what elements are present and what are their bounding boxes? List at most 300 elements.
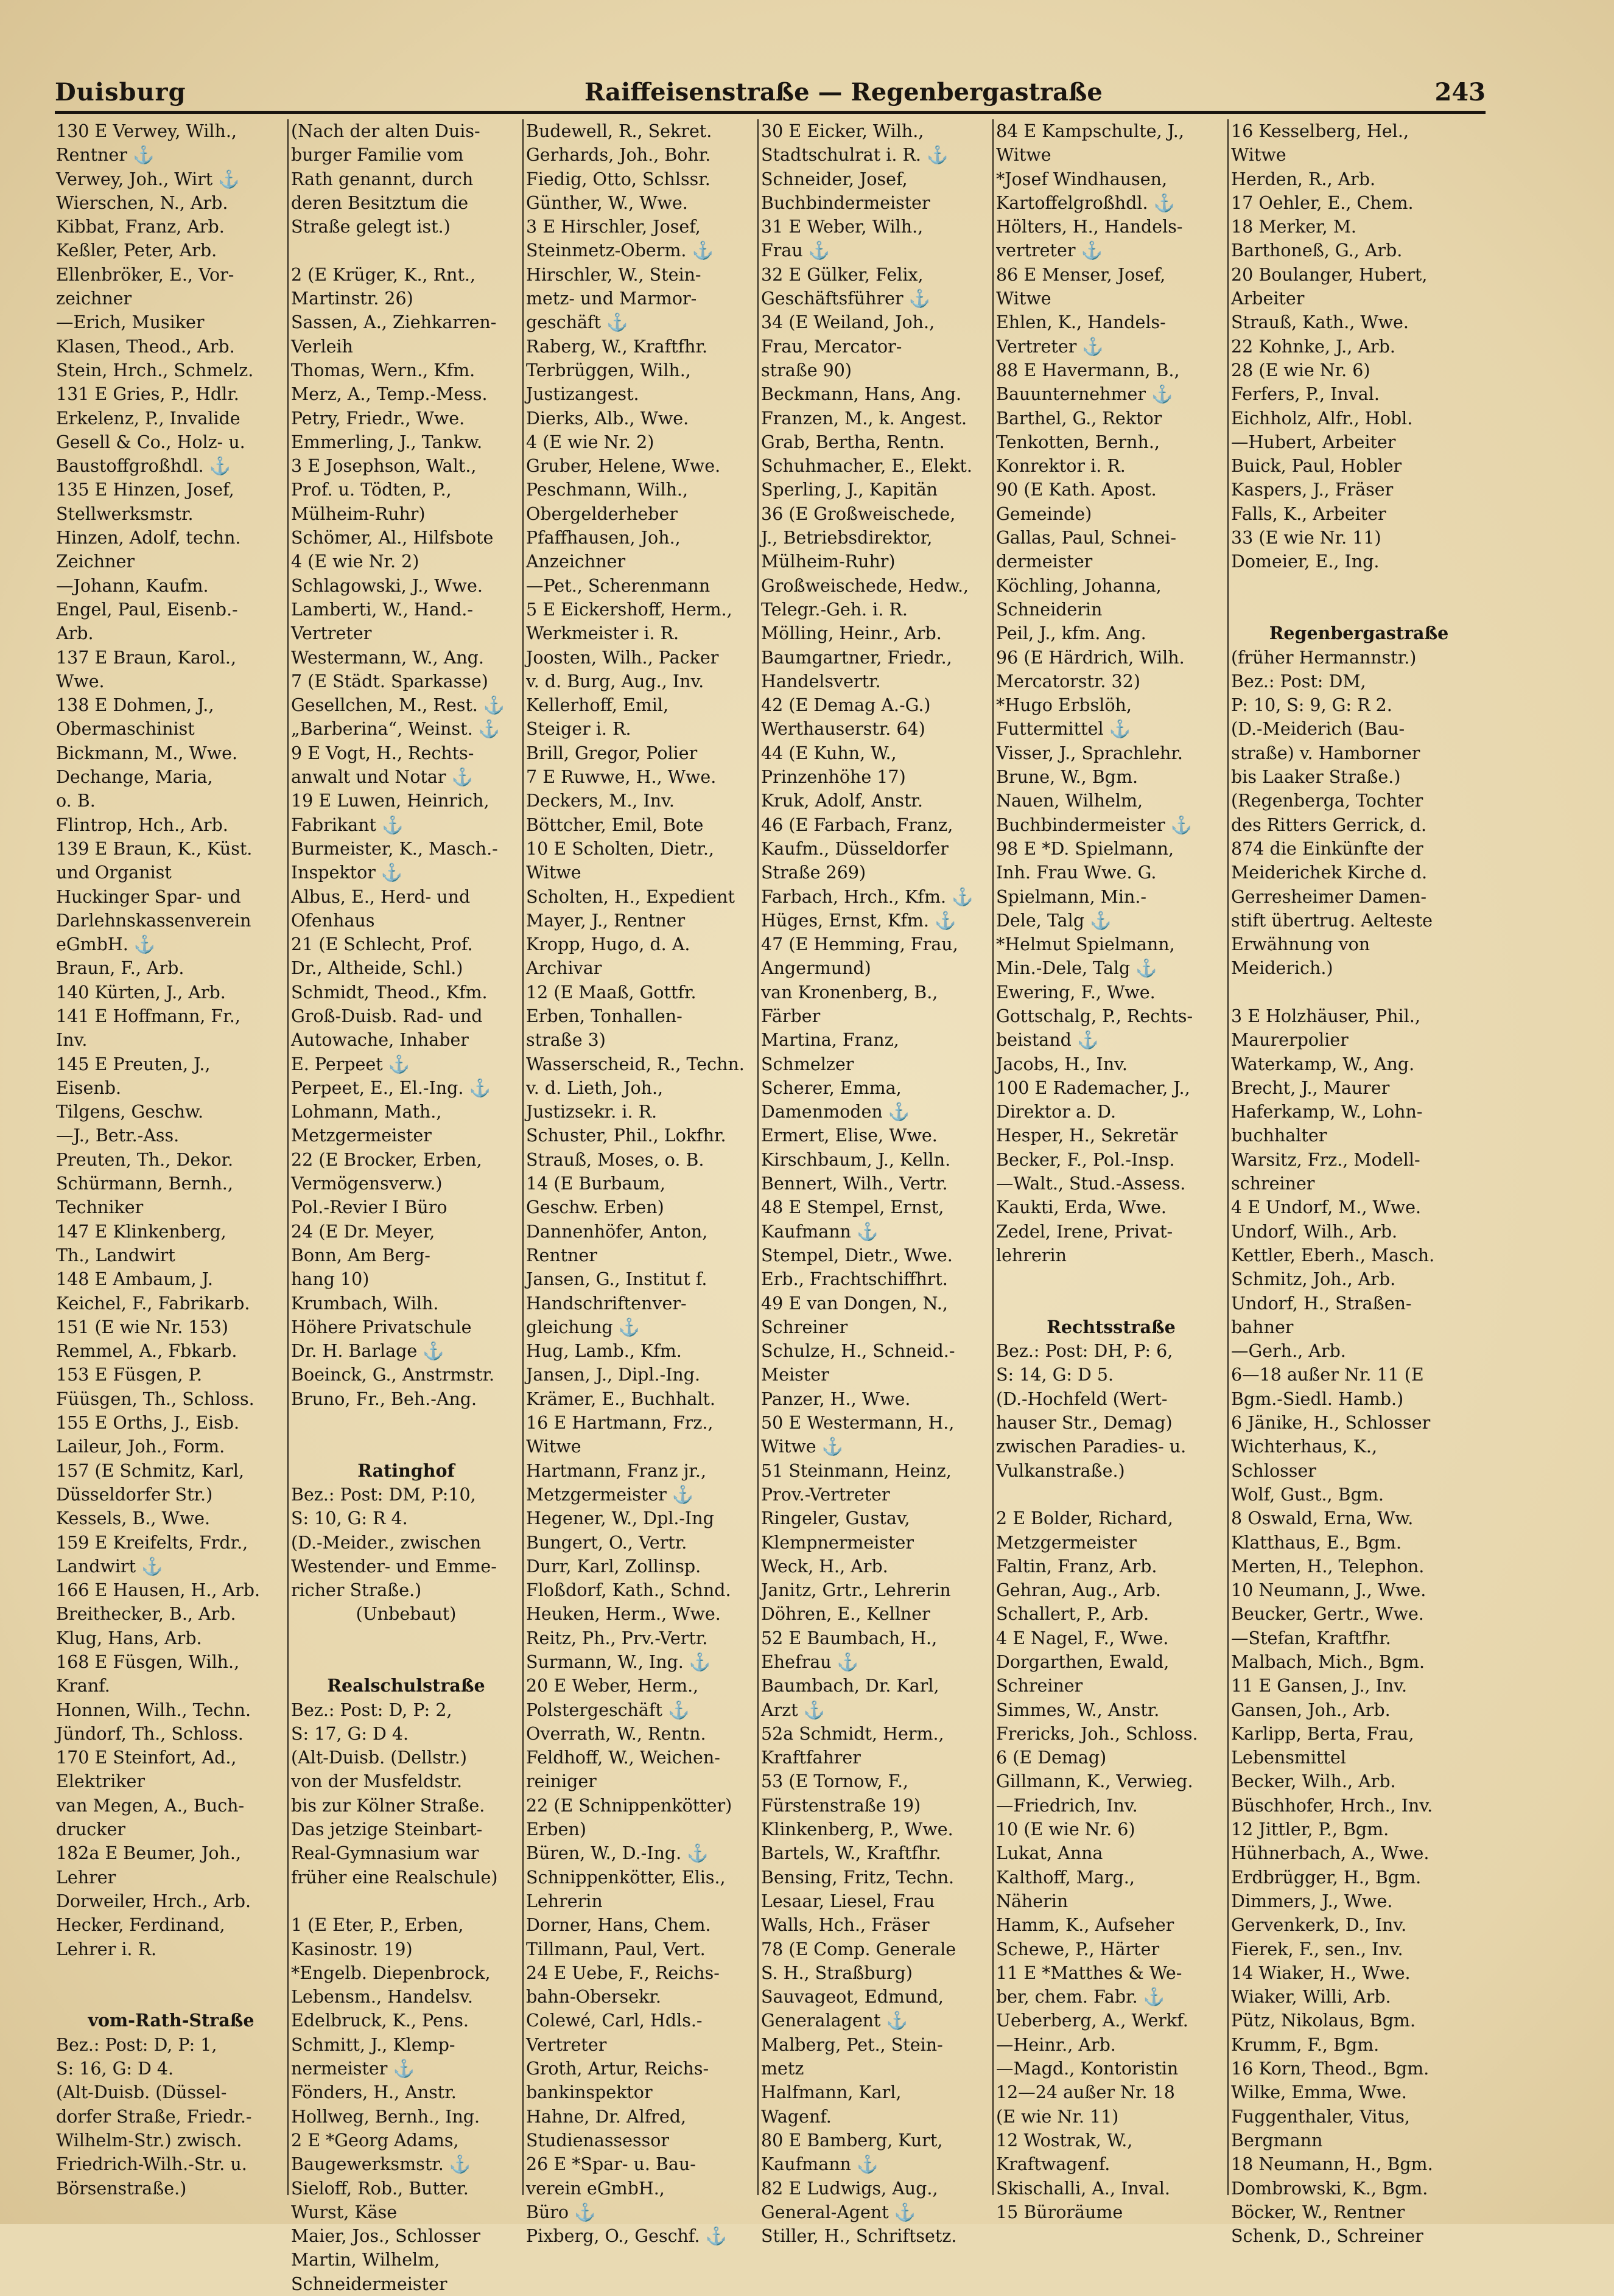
- directory-line: 138 E Dohmen, J.,: [56, 695, 214, 716]
- directory-line: Bungert, O., Vertr.: [526, 1532, 687, 1553]
- directory-line: stift übertrug. Aelteste: [1231, 910, 1433, 931]
- directory-line: Schürmann, Bernh.,: [56, 1174, 233, 1194]
- directory-line: Studienassessor: [526, 2130, 670, 2151]
- directory-line: Frericks, Joh., Schloss.: [996, 1723, 1198, 1744]
- directory-line: 10 Neumann, J., Wwe.: [1231, 1580, 1426, 1601]
- directory-line: Steinmetz-Oberm. ⚓: [526, 240, 714, 261]
- directory-line: Ermert, Elise, Wwe.: [761, 1125, 938, 1146]
- directory-line: Elektriker: [56, 1771, 146, 1792]
- directory-line: Peil, J., kfm. Ang.: [996, 623, 1146, 644]
- directory-line: Hölters, H., Handels-: [996, 217, 1183, 237]
- directory-line: [996, 1267, 1226, 1291]
- directory-line: 22 Kohnke, J., Arb.: [1231, 336, 1395, 357]
- directory-line: 21 (E Schlecht, Prof.: [291, 934, 473, 955]
- directory-line: Beucker, Gertr., Wwe.: [1231, 1604, 1424, 1625]
- directory-line: Schewe, P., Härter: [996, 1939, 1160, 1959]
- directory-line: *Josef Windhausen,: [996, 169, 1168, 189]
- directory-line: Darlehnskassenverein: [56, 910, 251, 931]
- directory-line: S. H., Straßburg): [761, 1962, 913, 1983]
- directory-line: Köchling, Johanna,: [996, 575, 1162, 596]
- directory-line: Meister: [761, 1365, 829, 1385]
- directory-line: Fuggenthaler, Vitus,: [1231, 2106, 1410, 2127]
- directory-line: (Alt-Duisb. (Düssel-: [56, 2082, 227, 2103]
- directory-line: Bez.: Post: D, P: 1,: [56, 2034, 217, 2055]
- directory-line: Witwe: [996, 145, 1051, 166]
- directory-line: Laileur, Joh., Form.: [56, 1437, 225, 1457]
- directory-line: 16 Korn, Theod., Bgm.: [1231, 2059, 1430, 2079]
- directory-line: Witwe: [526, 1437, 581, 1457]
- directory-line: 155 E Orths, J., Eisb.: [56, 1413, 240, 1433]
- directory-line: v. d. Burg, Aug., Inv.: [526, 671, 704, 691]
- directory-line: Thomas, Wern., Kfm.: [291, 360, 475, 380]
- directory-line: Groth, Artur, Reichs-: [526, 2059, 709, 2079]
- directory-line: Scholten, H., Expedient: [526, 886, 735, 907]
- directory-line: 28 (E wie Nr. 6): [1231, 360, 1370, 380]
- directory-line: Hüges, Ernst, Kfm. ⚓: [761, 910, 956, 931]
- directory-line: Westender- und Emme-: [291, 1556, 497, 1577]
- directory-line: (D.-Meider., zwischen: [291, 1532, 482, 1553]
- directory-line: Näherin: [996, 1891, 1068, 1911]
- directory-line: bankinspektor: [526, 2082, 653, 2103]
- directory-line: Becker, Wilh., Arb.: [1231, 1771, 1396, 1792]
- directory-line: 145 E Preuten, J.,: [56, 1054, 211, 1074]
- directory-line: S: 14, G: D 5.: [996, 1365, 1114, 1385]
- directory-line: 33 (E wie Nr. 11): [1231, 528, 1381, 548]
- directory-line: Mercatorstr. 32): [996, 671, 1140, 691]
- directory-line: vertreter ⚓: [996, 240, 1103, 261]
- directory-line: Hecker, Ferdinand,: [56, 1915, 225, 1936]
- directory-line: Prinzenhöhe 17): [761, 767, 906, 788]
- directory-line: Gansen, Joh., Arb.: [1231, 1699, 1391, 1720]
- directory-line: Budewell, R., Sekret.: [526, 121, 712, 141]
- directory-line: 12 Jittler, P., Bgm.: [1231, 1819, 1389, 1840]
- directory-line: Verwey, Joh., Wirt ⚓: [56, 169, 240, 189]
- directory-line: Konrektor i. R.: [996, 456, 1126, 477]
- directory-line: Undorf, Wilh., Arb.: [1231, 1221, 1398, 1242]
- directory-line: 10 E Scholten, Dietr.,: [526, 838, 714, 859]
- directory-line: Stellwerksmstr.: [56, 503, 194, 524]
- directory-line: Großweischede, Hedw.,: [761, 575, 969, 596]
- directory-line: 50 E Westermann, H.,: [761, 1413, 955, 1433]
- directory-line: van Kronenberg, B.,: [761, 982, 938, 1003]
- directory-line: Prof. u. Tödten, P.,: [291, 480, 452, 500]
- directory-line: J., Betriebsdirektor,: [761, 528, 933, 548]
- directory-line: reiniger: [526, 1771, 597, 1792]
- directory-line: Mülheim-Ruhr): [291, 503, 426, 524]
- directory-line: Mölling, Heinr., Arb.: [761, 623, 942, 644]
- directory-line: Justizsekr. i. R.: [526, 1102, 658, 1122]
- column-5: [996, 119, 1226, 2222]
- directory-line: Skischalli, A., Inval.: [996, 2178, 1170, 2199]
- directory-line: Gerhards, Joh., Bohr.: [526, 145, 711, 166]
- directory-line: [291, 1650, 521, 1674]
- directory-line: Pol.-Revier I Büro: [291, 1197, 447, 1218]
- directory-line: Dele, Talg ⚓: [996, 910, 1112, 931]
- directory-line: Vertreter: [526, 2034, 607, 2055]
- directory-line: Wilhelm-Str.) zwisch.: [56, 2130, 242, 2151]
- directory-line: Kruk, Adolf, Anstr.: [761, 791, 923, 811]
- directory-line: Erben, Tonhallen-: [526, 1006, 682, 1026]
- directory-line: 3 E Josephson, Walt.,: [291, 456, 477, 477]
- directory-line: Börsenstraße.): [56, 2178, 187, 2199]
- directory-line: 19 E Luwen, Heinrich,: [291, 791, 489, 811]
- directory-line: 139 E Braun, K., Küst.: [56, 838, 253, 859]
- directory-line: Remmel, A., Fbkarb.: [56, 1341, 237, 1362]
- column-divider: [992, 119, 994, 2195]
- directory-line: Min.-Dele, Talg ⚓: [996, 958, 1157, 979]
- directory-line: 20 E Weber, Herm.,: [526, 1676, 699, 1696]
- directory-line: [291, 1889, 521, 1913]
- directory-line: Vermögensverw.): [291, 1174, 443, 1194]
- directory-line: 147 E Klinkenberg,: [56, 1221, 226, 1242]
- directory-line: Telegr.-Geh. i. R.: [761, 599, 908, 620]
- directory-line: Pfaffhausen, Joh.,: [526, 528, 681, 548]
- directory-line: Klempnermeister: [761, 1532, 914, 1553]
- directory-line: Höhere Privatschule: [291, 1317, 472, 1337]
- directory-line: Kellerhoff, Emil,: [526, 695, 669, 716]
- directory-line: 14 Wiaker, H., Wwe.: [1231, 1962, 1411, 1983]
- directory-line: Schreiner: [761, 1317, 848, 1337]
- directory-line: Boeinck, G., Anstrmstr.: [291, 1365, 495, 1385]
- directory-line: Feldhoff, W., Weichen-: [526, 1748, 720, 1768]
- directory-line: Hirschler, W., Stein-: [526, 264, 701, 285]
- directory-line: Haferkamp, W., Lohn-: [1231, 1102, 1423, 1122]
- directory-line: 4 E Undorf, M., Wwe.: [1231, 1197, 1422, 1218]
- directory-line: [1231, 981, 1487, 1004]
- directory-line: Vertreter ⚓: [996, 336, 1104, 357]
- directory-line: Handelsvertr.: [761, 671, 881, 691]
- directory-line: Frau, Mercator-: [761, 336, 902, 357]
- directory-line: Angermund): [761, 958, 871, 979]
- directory-line: Kaspers, J., Fräser: [1231, 480, 1394, 500]
- directory-line: Sauvageot, Edmund,: [761, 1987, 944, 2007]
- directory-line: 98 E *D. Spielmann,: [996, 838, 1174, 859]
- directory-line: 100 E Rademacher, J.,: [996, 1077, 1190, 1098]
- directory-line: Stadtschulrat i. R. ⚓: [761, 145, 949, 166]
- directory-line: Barthel, G., Rektor: [996, 408, 1162, 429]
- directory-line: Gehran, Aug., Arb.: [996, 1580, 1161, 1601]
- directory-line: früher eine Realschule): [291, 1867, 498, 1888]
- page-number: 243: [1434, 78, 1486, 107]
- directory-line: 5 E Eickershoff, Herm.,: [526, 599, 732, 620]
- directory-line: Obergelderheber: [526, 503, 678, 524]
- directory-line: Schreiner: [996, 1676, 1083, 1696]
- directory-line: Braun, F., Arb.: [56, 958, 184, 979]
- directory-line: Strauß, Kath., Wwe.: [1231, 312, 1409, 333]
- directory-line: 18 Merker, M.: [1231, 217, 1356, 237]
- directory-line: Bensing, Fritz, Techn.: [761, 1867, 955, 1888]
- directory-line: straße) v. Hamborner: [1231, 743, 1420, 763]
- directory-line: 6 Jänike, H., Schlosser: [1231, 1413, 1431, 1433]
- directory-line: Böcker, W., Rentner: [1231, 2202, 1405, 2222]
- directory-line: Schneider, Josef,: [761, 169, 908, 189]
- column-3: [526, 119, 756, 2247]
- directory-line: 2 E Bolder, Richard,: [996, 1508, 1173, 1529]
- directory-line: anwalt und Notar ⚓: [291, 767, 474, 788]
- directory-line: 86 E Menser, Josef,: [996, 264, 1166, 285]
- directory-line: Ueberberg, A., Werkf.: [996, 2011, 1188, 2031]
- directory-line: Wolf, Gust., Bgm.: [1231, 1484, 1384, 1505]
- directory-line: Jansen, J., Dipl.-Ing.: [526, 1365, 701, 1385]
- directory-line: Groß-Duisb. Rad- und: [291, 1006, 483, 1026]
- directory-line: [996, 1292, 1226, 1315]
- directory-line: Sieloff, Rob., Butter.: [291, 2178, 469, 2199]
- directory-line: Lamberti, W., Hand.-: [291, 599, 473, 620]
- directory-line: Brecht, J., Maurer: [1231, 1077, 1390, 1098]
- directory-line: Jacobs, H., Inv.: [996, 1054, 1128, 1074]
- directory-line: (D.-Hochfeld (Wert-: [996, 1388, 1168, 1409]
- directory-line: 14 (E Burbaum,: [526, 1174, 665, 1194]
- directory-line: bahn-Obersekr.: [526, 1987, 661, 2007]
- directory-line: Schuster, Phil., Lokfhr.: [526, 1125, 726, 1146]
- directory-line: Albus, E., Herd- und: [291, 886, 471, 907]
- directory-line: Buchbindermeister: [761, 192, 930, 213]
- directory-line: Joosten, Wilh., Packer: [526, 647, 719, 668]
- directory-line: Gerresheimer Damen-: [1231, 886, 1427, 907]
- directory-line: 148 E Ambaum, J.: [56, 1269, 213, 1290]
- directory-line: Hesper, H., Sekretär: [996, 1125, 1178, 1146]
- directory-line: Baugewerksmstr. ⚓: [291, 2154, 471, 2175]
- directory-line: Ehefrau ⚓: [761, 1652, 859, 1672]
- directory-line: Kartoffelgroßhdl. ⚓: [996, 192, 1176, 213]
- directory-line: beistand ⚓: [996, 1030, 1099, 1051]
- directory-line: 3 E Holzhäuser, Phil.,: [1231, 1006, 1420, 1026]
- directory-line: 48 E Stempel, Ernst,: [761, 1197, 944, 1218]
- directory-line: Fabrikant ⚓: [291, 814, 404, 835]
- directory-line: 52a Schmidt, Herm.,: [761, 1723, 944, 1744]
- directory-line: Wichterhaus, K.,: [1231, 1437, 1378, 1457]
- directory-line: Wurst, Käse: [291, 2202, 398, 2222]
- header-city: Duisburg: [55, 78, 186, 107]
- column-divider: [522, 119, 524, 2195]
- directory-line: Justizangest.: [526, 384, 639, 405]
- directory-line: Baustoffgroßhdl. ⚓: [56, 456, 231, 477]
- directory-line: zwischen Paradies- u.: [996, 1437, 1187, 1457]
- directory-line: Kranf.: [56, 1676, 110, 1696]
- directory-line: 1 (E Eter, P., Erben,: [291, 1915, 464, 1936]
- directory-line: deren Besitztum die: [291, 192, 469, 213]
- directory-line: Schlagowski, J., Wwe.: [291, 575, 483, 596]
- directory-line: Krumm, F., Bgm.: [1231, 2034, 1380, 2055]
- directory-line: Bonn, Am Berg-: [291, 1245, 430, 1265]
- directory-line: Kettler, Eberh., Masch.: [1231, 1245, 1435, 1265]
- directory-line: Meiderichek Kirche d.: [1231, 863, 1428, 883]
- directory-line: Krämer, E., Buchhalt.: [526, 1388, 715, 1409]
- directory-line: Halfmann, Karl,: [761, 2082, 902, 2103]
- directory-line: 130 E Verwey, Wilh.,: [56, 121, 237, 141]
- directory-line: Dorgarthen, Ewald,: [996, 1652, 1170, 1672]
- directory-line: bis Laaker Straße.): [1231, 767, 1401, 788]
- directory-line: Terbrüggen, Wilh.,: [526, 360, 691, 380]
- directory-line: bahner: [1231, 1317, 1294, 1337]
- directory-line: [291, 239, 521, 262]
- directory-line: Klasen, Theod., Arb.: [56, 336, 235, 357]
- directory-line: *Engelb. Diepenbrock,: [291, 1962, 491, 1983]
- directory-line: Schneiderin: [996, 599, 1103, 620]
- directory-line: Schmelzer: [761, 1054, 854, 1074]
- directory-line: Merz, A., Temp.-Mess.: [291, 384, 488, 405]
- directory-line: Generalagent ⚓: [761, 2011, 908, 2031]
- directory-line: Hahne, Dr. Alfred,: [526, 2106, 687, 2127]
- directory-line: Erb., Frachtschiffhrt.: [761, 1269, 948, 1290]
- directory-line: (früher Hermannstr.): [1231, 647, 1417, 668]
- page-header: [55, 78, 1486, 114]
- directory-line: Hinzen, Adolf, techn.: [56, 528, 241, 548]
- directory-line: Ewering, F., Wwe.: [996, 982, 1156, 1003]
- directory-line: —J., Betr.-Ass.: [56, 1125, 180, 1146]
- directory-line: Engel, Paul, Eisenb.-: [56, 599, 238, 620]
- directory-line: Erben): [526, 1819, 587, 1840]
- directory-line: Dierks, Alb., Wwe.: [526, 408, 689, 429]
- directory-line: metz- und Marmor-: [526, 289, 697, 309]
- directory-line: 874 die Einkünfte der: [1231, 838, 1423, 859]
- directory-line: —Johann, Kaufm.: [56, 575, 209, 596]
- directory-line: Wierschen, N., Arb.: [56, 192, 228, 213]
- directory-line: Lehrer i. R.: [56, 1939, 157, 1959]
- directory-line: Malbach, Mich., Bgm.: [1231, 1652, 1425, 1672]
- directory-line: Direktor a. D.: [996, 1102, 1117, 1122]
- directory-line: Baumbach, Dr. Karl,: [761, 1676, 939, 1696]
- directory-line: 131 E Gries, P., Hdlr.: [56, 384, 239, 405]
- directory-line: 15 Büroräume: [996, 2202, 1123, 2222]
- directory-line: 22 (E Schnippenkötter): [526, 1795, 732, 1816]
- directory-line: (D.-Meiderich (Bau-: [1231, 719, 1405, 740]
- directory-line: und Organist: [56, 863, 172, 883]
- directory-line: Autowache, Inhaber: [291, 1030, 469, 1051]
- directory-line: Obermaschinist: [56, 719, 195, 740]
- directory-line: Maier, Jos., Schlosser: [291, 2226, 481, 2247]
- directory-line: Brill, Gregor, Polier: [526, 743, 698, 763]
- directory-line: 32 E Gülker, Felix,: [761, 264, 924, 285]
- directory-line: Petry, Friedr., Wwe.: [291, 408, 465, 429]
- directory-line: 42 (E Demag A.-G.): [761, 695, 931, 716]
- directory-line: —Heinr., Arb.: [996, 2034, 1116, 2055]
- directory-line: Techniker: [56, 1197, 144, 1218]
- directory-line: 10 (E wie Nr. 6): [996, 1819, 1135, 1840]
- directory-line: Keichel, F., Fabrikarb.: [56, 1293, 250, 1314]
- directory-line: Das jetzige Steinbart-: [291, 1819, 483, 1840]
- column-2: [291, 119, 521, 2294]
- directory-line: —Erich, Musiker: [56, 312, 205, 333]
- directory-line: 84 E Kampschulte, J.,: [996, 121, 1184, 141]
- directory-line: Schmitz, Joh., Arb.: [1231, 1269, 1396, 1290]
- directory-line: Bgm.-Siedl. Hamb.): [1231, 1388, 1404, 1409]
- directory-line: Sperling, J., Kapitän: [761, 480, 938, 500]
- directory-line: Fierek, F., sen., Inv.: [1231, 1939, 1403, 1959]
- directory-line: Bruno, Fr., Beh.-Ang.: [291, 1388, 477, 1409]
- directory-line: Gesellchen, M., Rest. ⚓: [291, 695, 505, 716]
- directory-line: 166 E Hausen, H., Arb.: [56, 1580, 261, 1601]
- directory-line: 170 E Steinfort, Ad.,: [56, 1748, 237, 1768]
- column-4: [761, 119, 991, 2247]
- directory-line: 8 Oswald, Erna, Ww.: [1231, 1508, 1414, 1529]
- directory-line: Bez.: Post: DM,: [1231, 671, 1366, 691]
- directory-line: Mayer, J., Rentner: [526, 910, 686, 931]
- directory-line: bis zur Kölner Straße.: [291, 1795, 485, 1816]
- directory-line: Klug, Hans, Arb.: [56, 1628, 202, 1648]
- directory-line: Rentner: [526, 1245, 597, 1265]
- directory-line: Arzt ⚓: [761, 1699, 826, 1720]
- directory-line: 12 Wostrak, W.,: [996, 2130, 1133, 2151]
- directory-line: Landwirt ⚓: [56, 1556, 163, 1577]
- directory-line: Vulkanstraße.): [996, 1460, 1125, 1481]
- directory-line: 6 (E Demag): [996, 1748, 1107, 1768]
- street-heading: vom-Rath-Straße: [88, 2010, 254, 2031]
- header-rule: [55, 111, 1486, 114]
- directory-line: Lebensm., Handelsv.: [291, 1987, 473, 2007]
- directory-line: *Helmut Spielmann,: [996, 934, 1175, 955]
- directory-line: Real-Gymnasium war: [291, 1843, 479, 1864]
- directory-line: Stiller, H., Schriftsetz.: [761, 2226, 957, 2247]
- directory-line: —Hubert, Arbeiter: [1231, 432, 1396, 452]
- directory-line: 11 E *Matthes & We-: [996, 1962, 1182, 1983]
- directory-line: Ringeler, Gustav,: [761, 1508, 910, 1529]
- directory-line: Gottschalg, P., Rechts-: [996, 1006, 1193, 1026]
- directory-line: Walls, Hch., Fräser: [761, 1915, 930, 1936]
- column-divider: [757, 119, 759, 2195]
- directory-line: Spielmann, Min.-: [996, 886, 1147, 907]
- directory-line: des Ritters Gerrick, d.: [1231, 814, 1427, 835]
- directory-line: Dorner, Hans, Chem.: [526, 1915, 711, 1936]
- directory-line: Lohmann, Math.,: [291, 1102, 442, 1122]
- directory-line: 90 (E Kath. Apost.: [996, 480, 1157, 500]
- directory-line: geschäft ⚓: [526, 312, 628, 333]
- directory-line: Vertreter: [291, 623, 372, 644]
- street-heading: Realschulstraße: [327, 1675, 485, 1696]
- directory-line: Gruber, Helene, Wwe.: [526, 456, 721, 477]
- directory-line: Fürstenstraße 19): [761, 1795, 921, 1816]
- directory-line: Nauen, Wilhelm,: [996, 791, 1143, 811]
- directory-line: 12—24 außer Nr. 18: [996, 2082, 1175, 2103]
- directory-line: Zedel, Irene, Privat-: [996, 1221, 1173, 1242]
- directory-line: 3 E Hirschler, Josef,: [526, 217, 701, 237]
- directory-line: Kropp, Hugo, d. A.: [526, 934, 690, 955]
- directory-line: Steiger i. R.: [526, 719, 631, 740]
- directory-line: Baumgartner, Friedr.,: [761, 647, 952, 668]
- directory-line: 51 Steinmann, Heinz,: [761, 1460, 952, 1481]
- directory-line: Simmes, W., Anstr.: [996, 1699, 1160, 1720]
- directory-line: (Unbebaut): [356, 1604, 457, 1625]
- directory-line: 47 (E Hemming, Frau,: [761, 934, 958, 955]
- directory-line: —Pet., Scherenmann: [526, 575, 711, 596]
- directory-line: 135 E Hinzen, Josef,: [56, 480, 234, 500]
- directory-line: Stempel, Dietr., Wwe.: [761, 1245, 953, 1265]
- directory-line: drucker: [56, 1819, 125, 1840]
- directory-line: Fönders, H., Anstr.: [291, 2082, 457, 2103]
- directory-line: Schuhmacher, E., Elekt.: [761, 456, 972, 477]
- directory-line: 7 E Ruwwe, H., Wwe.: [526, 767, 717, 788]
- directory-line: Hühnerbach, A., Wwe.: [1231, 1843, 1430, 1864]
- directory-line: Huckinger Spar- und: [56, 886, 241, 907]
- directory-line: Strauß, Moses, o. B.: [526, 1149, 704, 1170]
- directory-line: Emmerling, J., Tankw.: [291, 432, 483, 452]
- directory-line: 12 (E Maaß, Gottfr.: [526, 982, 696, 1003]
- directory-line: 26 E *Spar- u. Bau-: [526, 2154, 696, 2175]
- directory-line: von der Musfeldstr.: [291, 1771, 463, 1792]
- directory-line: 52 E Baumbach, H.,: [761, 1628, 938, 1648]
- directory-line: Schenk, D., Schreiner: [1231, 2226, 1423, 2247]
- directory-line: 159 E Kreifelts, Frdr.,: [56, 1532, 248, 1553]
- directory-line: Werthauserstr. 64): [761, 719, 925, 740]
- directory-line: Schmidt, Theod., Kfm.: [291, 982, 488, 1003]
- directory-line: Domeier, E., Ing.: [1231, 551, 1380, 572]
- directory-line: Inspektor ⚓: [291, 863, 403, 883]
- directory-line: Wagenf.: [761, 2106, 832, 2127]
- directory-line: Büro ⚓: [526, 2202, 596, 2222]
- directory-line: Ofenhaus: [291, 910, 375, 931]
- directory-line: Tillmann, Paul, Vert.: [526, 1939, 706, 1959]
- directory-line: „Barberina“, Weinst. ⚓: [291, 719, 500, 740]
